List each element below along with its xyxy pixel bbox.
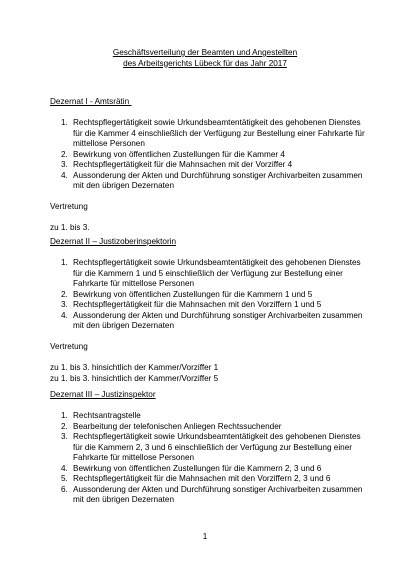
document-title — [0, 48, 410, 69]
list-item: 4. Bewirkung von öffentlichen Zustellungen für die Kammern 2, 3 und 6 — [61, 463, 322, 473]
section-heading: Dezernat II – Justizoberinspektorin — [50, 237, 177, 246]
vertretung-label: Vertretung — [50, 342, 88, 351]
vertretung-label: Vertretung — [50, 202, 88, 211]
list-item: 1. Rechtspflegertätigkeit sowie Urkundsbeamtentätigkeit des gehobenen Dienstes für die Kammer 4 einschließlich der Verfügung zur Bestellung einer Fahrkarte für mittellose Personen — [61, 118, 365, 148]
list-item: 3. Rechtspflegertätigkeit sowie Urkundsbeamtentätigkeit des gehobenen Dienstes für die Kammern 2, 3 und 6 einschließlich der Verfügung zur Bestellung einer Fahrkarte für mittellose Personen — [61, 432, 361, 462]
page-number: 1 — [202, 532, 208, 541]
list-item: 4. Aussonderung der Akten und Durchführung sonstiger Archivarbeiten zusammen mit den übrigen Dezernaten — [61, 170, 363, 190]
section-dezernat-3 — [50, 390, 370, 506]
task-list — [50, 411, 370, 506]
list-item: 5. Rechtspflegertätigkeit für die Mahnsachen mit den Vorziffern 2, 3 und 6 — [61, 474, 331, 483]
list-item: 1. Rechtsantragstelle — [61, 411, 141, 420]
list-item: 3. Rechtspflegertätigkeit für die Mahnsachen mit der Vorziffer 4 — [61, 160, 293, 169]
list-item: 2. Bewirkung von öffentlichen Zustellungen für die Kammern 1 und 5 — [61, 289, 313, 299]
vertretung-line: zu 1. bis 3. — [50, 223, 90, 232]
list-item: 1. Rechtspflegertätigkeit sowie Urkundsbeamtentätigkeit des gehobenen Dienstes für die Kammern 1 und 5 einschließlich der Verfügung zur Bestellung einer Fahrkarte für mittellose Personen — [61, 258, 361, 288]
title-line-1: Geschäftsverteilung der Beamten und Angestellten — [112, 48, 298, 57]
list-item: 4. Aussonderung der Akten und Durchführung sonstiger Archivarbeiten zusammen mit den übrigen Dezernaten — [61, 310, 363, 330]
section-dezernat-1 — [50, 97, 370, 234]
vertretung-line: zu 1. bis 3. hinsichtlich der Kammer/Vorziffer 5 — [50, 373, 219, 383]
list-item: 2. Bewirkung von öffentlichen Zustellungen für die Kammer 4 — [61, 149, 285, 159]
list-item: 6. Aussonderung der Akten und Durchführung sonstiger Archivarbeiten zusammen mit den übrigen Dezernaten — [61, 484, 363, 504]
list-item: 2. Bearbeitung der telefonischen Anliegen Rechtssuchender — [61, 421, 282, 431]
section-heading: Dezernat III – Justizinspektor — [50, 390, 156, 399]
task-list — [50, 258, 370, 332]
vertretung-line: zu 1. bis 3. hinsichtlich der Kammer/Vorziffer 1 — [50, 363, 219, 372]
title-line-2: des Arbeitsgerichts Lübeck für das Jahr 2017 — [123, 58, 287, 68]
section-heading: Dezernat I - Amtsrätin — [50, 97, 132, 106]
section-dezernat-2 — [50, 237, 370, 384]
list-item: 3. Rechtspflegertätigkeit für die Mahnsachen mit den Vorziffern 1 und 5 — [61, 300, 322, 309]
task-list — [50, 118, 370, 192]
